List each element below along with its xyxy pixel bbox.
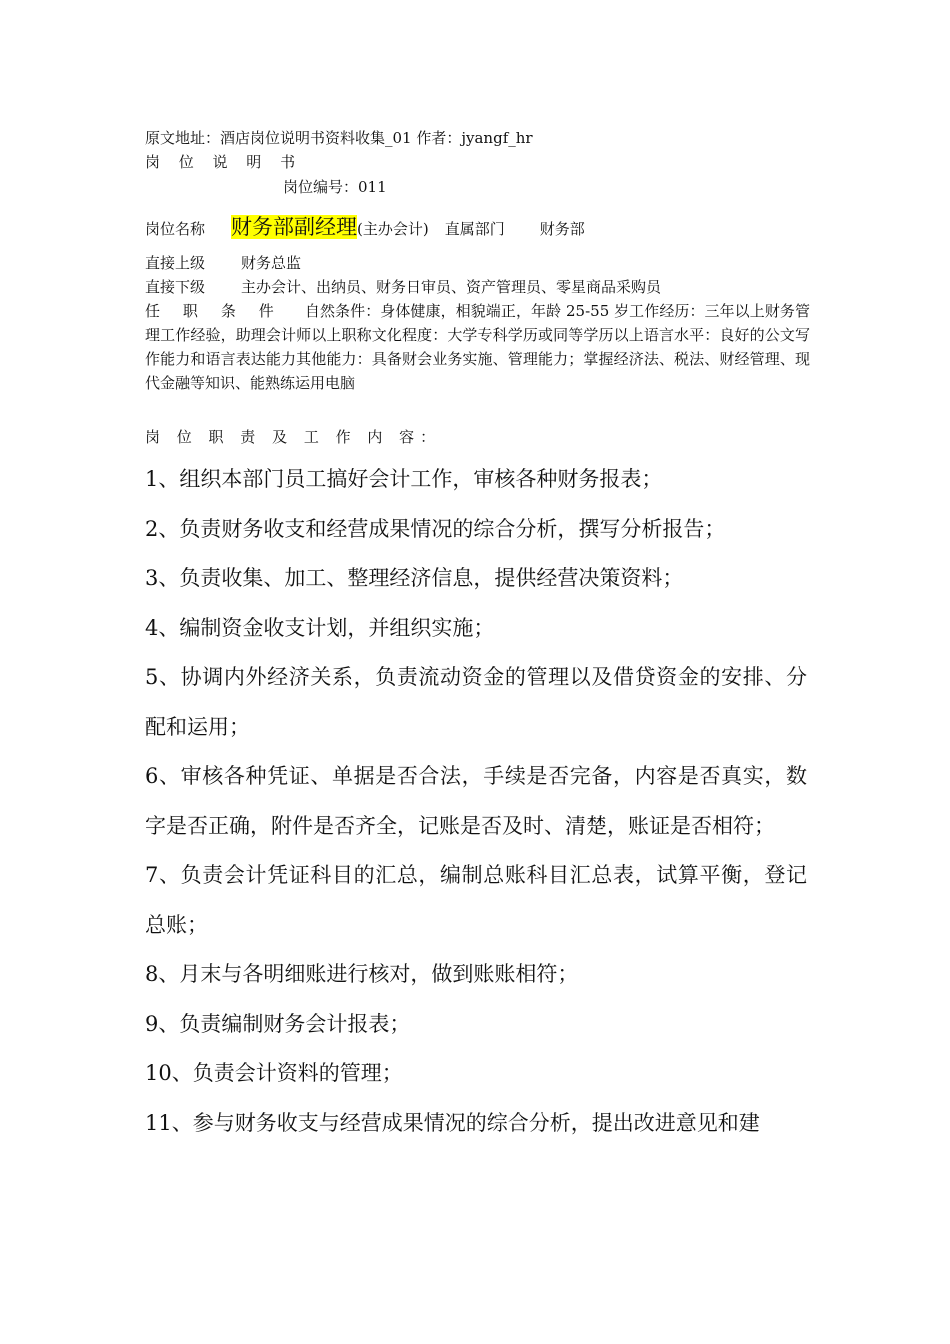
requirements-label: 任 职 条 件 (145, 302, 283, 320)
superior-label: 直接上级 (145, 254, 206, 272)
position-name-value: 财务部副经理 (231, 215, 358, 239)
department-value: 财务部 (539, 220, 585, 238)
subordinate-value: 主办会计、出纳员、财务日审员、资产管理员、零星商品采购员 (241, 278, 662, 296)
duty-item: 5、协调内外经济关系，负责流动资金的管理以及借贷资金的安排、分配和运用； (145, 665, 807, 739)
duty-item: 4、编制资金收支计划，并组织实施； (145, 615, 495, 640)
document-title: 岗 位 说 明 书 (145, 153, 303, 171)
source-line: 原文地址：酒店岗位说明书资料收集_01 作者：jyangf_hr (145, 129, 533, 147)
position-name-suffix: (主办会计) (357, 220, 429, 238)
requirements-value: 自然条件：身体健康，相貌端正，年龄 25-55 岁工作经历：三年以上财务管理工作经验，助理会计师以上职称文化程度：大学专科学历或同等学历以上语言水平：良好的公文写作能力和语言表达能力其他能力：具备财会业务实施、管理能力；掌握经济法、税法、财经管理、现代金融等知识、能熟练运用电脑 (145, 302, 810, 392)
duty-item: 6、审核各种凭证、单据是否合法，手续是否完备，内容是否真实，数字是否正确，附件是否齐全，记账是否及时、清楚，账证是否相符； (145, 764, 807, 838)
duty-item: 1、组织本部门员工搞好会计工作，审核各种财务报表； (145, 467, 663, 491)
position-name-row (145, 214, 585, 242)
duty-item: 9、负责编制财务会计报表； (145, 1011, 411, 1036)
duty-item: 11、参与财务收支与经营成果情况的综合分析，提出改进意见和建 (145, 1110, 760, 1135)
position-number: 岗位编号：011 (283, 178, 387, 196)
superior-row (145, 253, 301, 273)
requirements-block (145, 299, 810, 395)
subordinate-label: 直接下级 (145, 278, 206, 296)
duty-item: 10、负责会计资料的管理； (145, 1061, 403, 1085)
department-label: 直属部门 (444, 220, 505, 238)
subordinate-row (145, 277, 661, 297)
duty-item: 3、负责收集、加工、整理经济信息，提供经营决策资料； (145, 566, 684, 590)
duty-item: 2、负责财务收支和经营成果情况的综合分析，撰写分析报告； (145, 516, 726, 541)
duties-list (145, 455, 807, 1148)
duty-item: 8、月末与各明细账进行核对，做到账账相符； (145, 962, 579, 986)
superior-value: 财务总监 (241, 254, 302, 272)
duty-item: 7、负责会计凭证科目的汇总，编制总账科目汇总表，试算平衡，登记总账； (145, 863, 807, 937)
position-name-label: 岗位名称 (145, 220, 206, 238)
duties-title: 岗 位 职 责 及 工 作 内 容： (145, 428, 442, 446)
